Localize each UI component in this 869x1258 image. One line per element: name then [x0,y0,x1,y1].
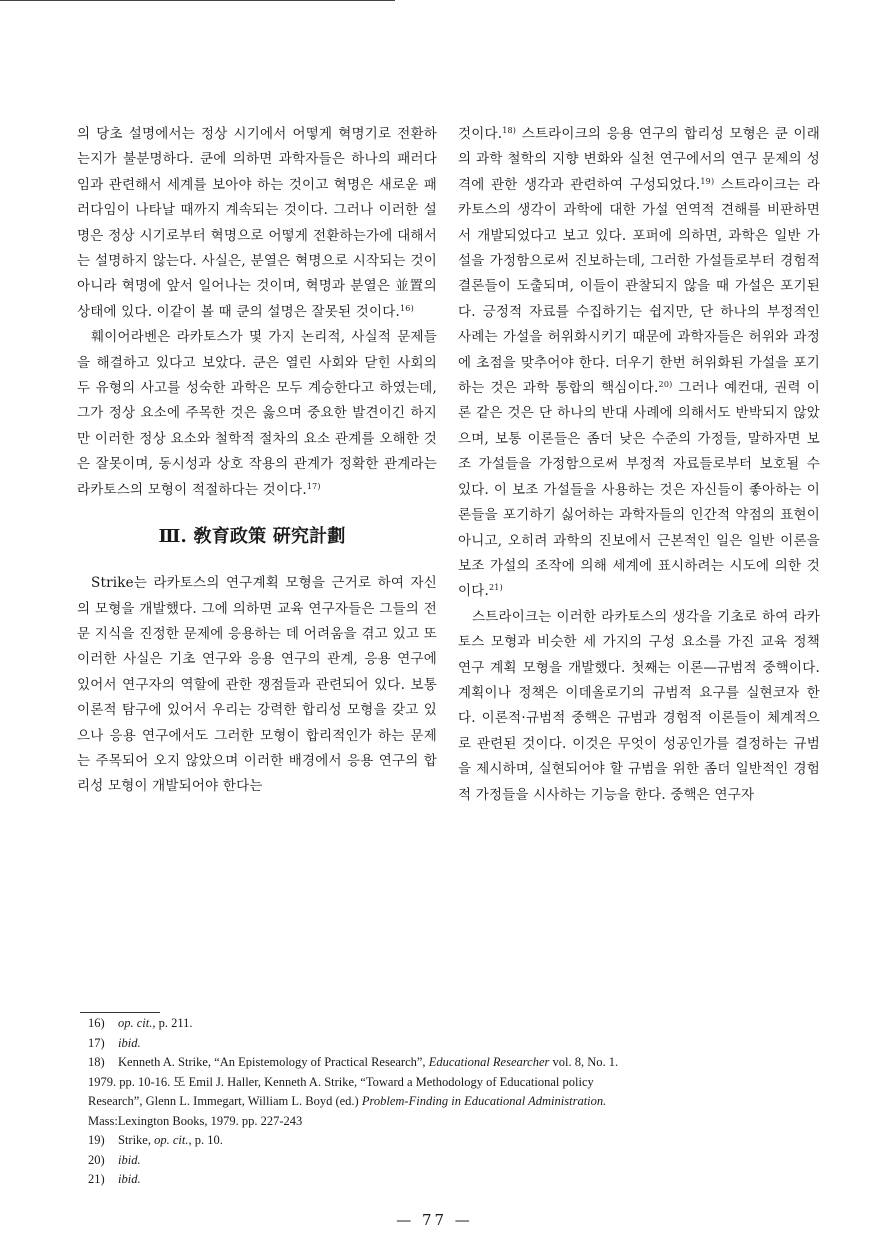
footnote-21 [88,1170,828,1190]
page-number: — 77 — [396,1211,473,1229]
footnote-20 [88,1151,828,1171]
footnote-ref: 18) [502,126,517,135]
footnote-text: Kenneth A. Strike, “An Epistemology of Practical Research”, [118,1055,429,1069]
paragraph-text: 스트라이크는 이러한 라카토스의 생각을 기초로 하여 라카토스 모형과 비슷한 세 가지의 구성 요소를 가진 교육 정책 연구 계획 모형을 개발했다. 첫째는 이론—규범적 중핵이다. 계획이나 정책은 이데올로기의 규범적 요구를 실현코자 한다. 이론적·규범적 중핵은 규범과 경험적 이론들이 체계적으로 관련된 것이다. 이것은 무엇이 성공인가를 결정하는 규범을 제시하며, 실현되어야 할 규범을 위한 좀더 일반적인 경험적 가정들을 시사하는 기능을 한다. 중핵은 연구자 [458,608,820,803]
paragraph [77,325,437,503]
right-column [458,122,820,808]
footnote-citation: ibid. [118,1152,141,1167]
paragraph [77,122,437,325]
top-rule [0,0,395,1]
footnote-text: Research”, Glenn L. Immegart, William L. Boyd (ed.) [88,1094,362,1108]
paragraph-text: 스트라이크의 응용 연구의 합리성 모형은 쿤 이래의 과학 철학의 지향 변화와 실천 연구에서의 연구 문제의 성격에 관한 생각과 관련하여 구성되었다. [458,126,820,193]
footnote-19 [88,1131,828,1151]
footnote-number: 19) [88,1133,105,1147]
footnote-citation: ibid. [118,1172,141,1186]
footnote-18-line4: Mass:Lexington Books, 1979. pp. 227-243 [88,1113,303,1128]
footnote-18-line3 [88,1092,828,1112]
footnote-rule [80,1012,160,1013]
footnote-number: 20) [88,1152,105,1167]
paragraph-text: 스트라이크는 라카토스의 생각이 과학에 대한 가설 연역적 견해를 비판하면서 개발되었다고 보고 있다. 포퍼에 의하면, 과학은 일반 가설을 가정함으로써 진보하는데, 그러한 가설들로부터 경험적 결론들이 도출되며, 이들이 관찰되지 않을 때 가설은 포기된다. 긍정적 자료를 수집하기는 쉽지만, 단 하나의 부정적인 사례는 가설을 허위화시키기 때문에 과학자들은 허위와 과정에 초점을 맞추어야 한다. 더우기 한번 허위화된 가설을 포기하는 것은 과학 통합의 핵심이다. [458,176,821,397]
paragraph-text: 의 당초 설명에서는 정상 시기에서 어떻게 혁명기로 전환하는지가 불분명하다. 쿤에 의하면 과학자들은 하나의 패러다임과 관련해서 세계를 보아야 하는 것이고 혁명은 새로운 패러다임이 나타날 때까지 계속되는 것이다. 그러나 이러한 설명은 정상 시기로부터 혁명으로 어떻게 전환하는가에 대해서는 설명하지 않는다. 사실은, 분열은 혁명으로 시작되는 것이 아니라 혁명에 앞서 일어나는 것이며, 혁명과 분열은 並置의 상태에 있다. 이같이 볼 때 쿤의 설명은 잘못된 것이다. [77,126,437,320]
footnote-ref: 21) [488,583,503,593]
paragraph-text: 그러나 예컨대, 권력 이론 같은 것은 단 하나의 반대 사례에 의해서도 반박되지 않았으며, 보통 이론들은 좀더 낮은 수준의 가정들, 말하자면 보조 가설들을 가정함으로써 부정적 자료들로부터 보호될 수 있다. 이 보조 가설들을 사용하는 것은 자신들이 좋아하는 이론들을 포기하기 싫어하는 과학자들의 인간적 약점의 표현이 아니고, 오히려 과학의 진보에서 근본적인 일은 일반 이론을 보조 가설의 조작에 의해 세계에 표시하려는 시도에 의한 것이다. [458,380,820,600]
footnotes [88,1014,828,1190]
footnote-number: 18) [88,1055,105,1069]
footnote-text: vol. 8, No. 1. [549,1055,619,1069]
paragraph-text: 것이다. [458,126,503,142]
footnote-text: p. 211. [155,1016,193,1030]
footnote-ref: 19) [700,176,715,186]
footnote-number: 17) [88,1035,105,1050]
left-column [77,122,437,800]
footnote-16 [88,1014,828,1034]
paragraph [77,571,437,800]
footnote-ref: 16) [399,303,414,313]
footnote-ref: 17) [306,481,321,491]
footnote-number: 16) [88,1016,105,1030]
footnote-text: Strike, [118,1133,155,1147]
footnote-journal: Educational Researcher [428,1055,550,1069]
paragraph [458,122,820,605]
footnote-citation: op. cit., [118,1016,156,1030]
paragraph-text: Strike는 라카토스의 연구계획 모형을 근거로 하여 자신의 모형을 개발했다. 그에 의하면 교육 연구자들은 그들의 전문 지식을 진정한 문제에 응용하는 데 어려움을 겪고 있고 또 이러한 사실은 기초 연구와 응용 연구의 관계, 응용 연구에 있어서 연구자의 역할에 관한 쟁점들과 관련되어 있다. 보통 이론적 탐구에 있어서 우리는 강력한 합리성 모형을 갖고 있으나 응용 연구에서도 그러한 모형이 합리적인가 하는 문제는 주목되어 오지 않았으며 이러한 배경에서 응용 연구의 합리성 모형이 개발되어야 한다는 [77,575,437,795]
footnote-citation: op. cit., [154,1133,192,1147]
footnote-citation: ibid. [118,1035,141,1050]
footnote-17 [88,1034,828,1054]
footnote-ref: 20) [658,380,673,390]
paragraph [458,605,820,808]
footnote-text: p. 10. [191,1133,223,1147]
footnote-18-line2: 1979. pp. 10-16. 또 Emil J. Haller, Kenneth A. Strike, “Toward a Methodology of Educational policy [88,1074,594,1089]
footnote-18 [88,1053,828,1073]
section-heading: Ⅲ. 敎育政策 硏究計劃 [158,526,346,548]
paragraph-text: 훼이어라벤은 라카토스가 몇 가지 논리적, 사실적 문제들을 해결하고 있다고 보았다. 쿤은 열린 사회와 닫힌 사회의 두 유형의 사고를 성숙한 과학은 모두 계승한다고 하였는데, 그가 정상 요소에 주목한 것은 옳으며 중요한 발견이긴 하지만 이러한 정상 요소와 철학적 절차의 요소 관계를 오해한 것은 잘못이며, 동시성과 상호 작용의 관계가 정확한 관계라는 라카토스의 모형이 적절하다는 것이다. [77,329,437,498]
footnote-number: 21) [88,1172,105,1186]
footnote-book: Problem-Finding in Educational Administration. [361,1094,607,1108]
